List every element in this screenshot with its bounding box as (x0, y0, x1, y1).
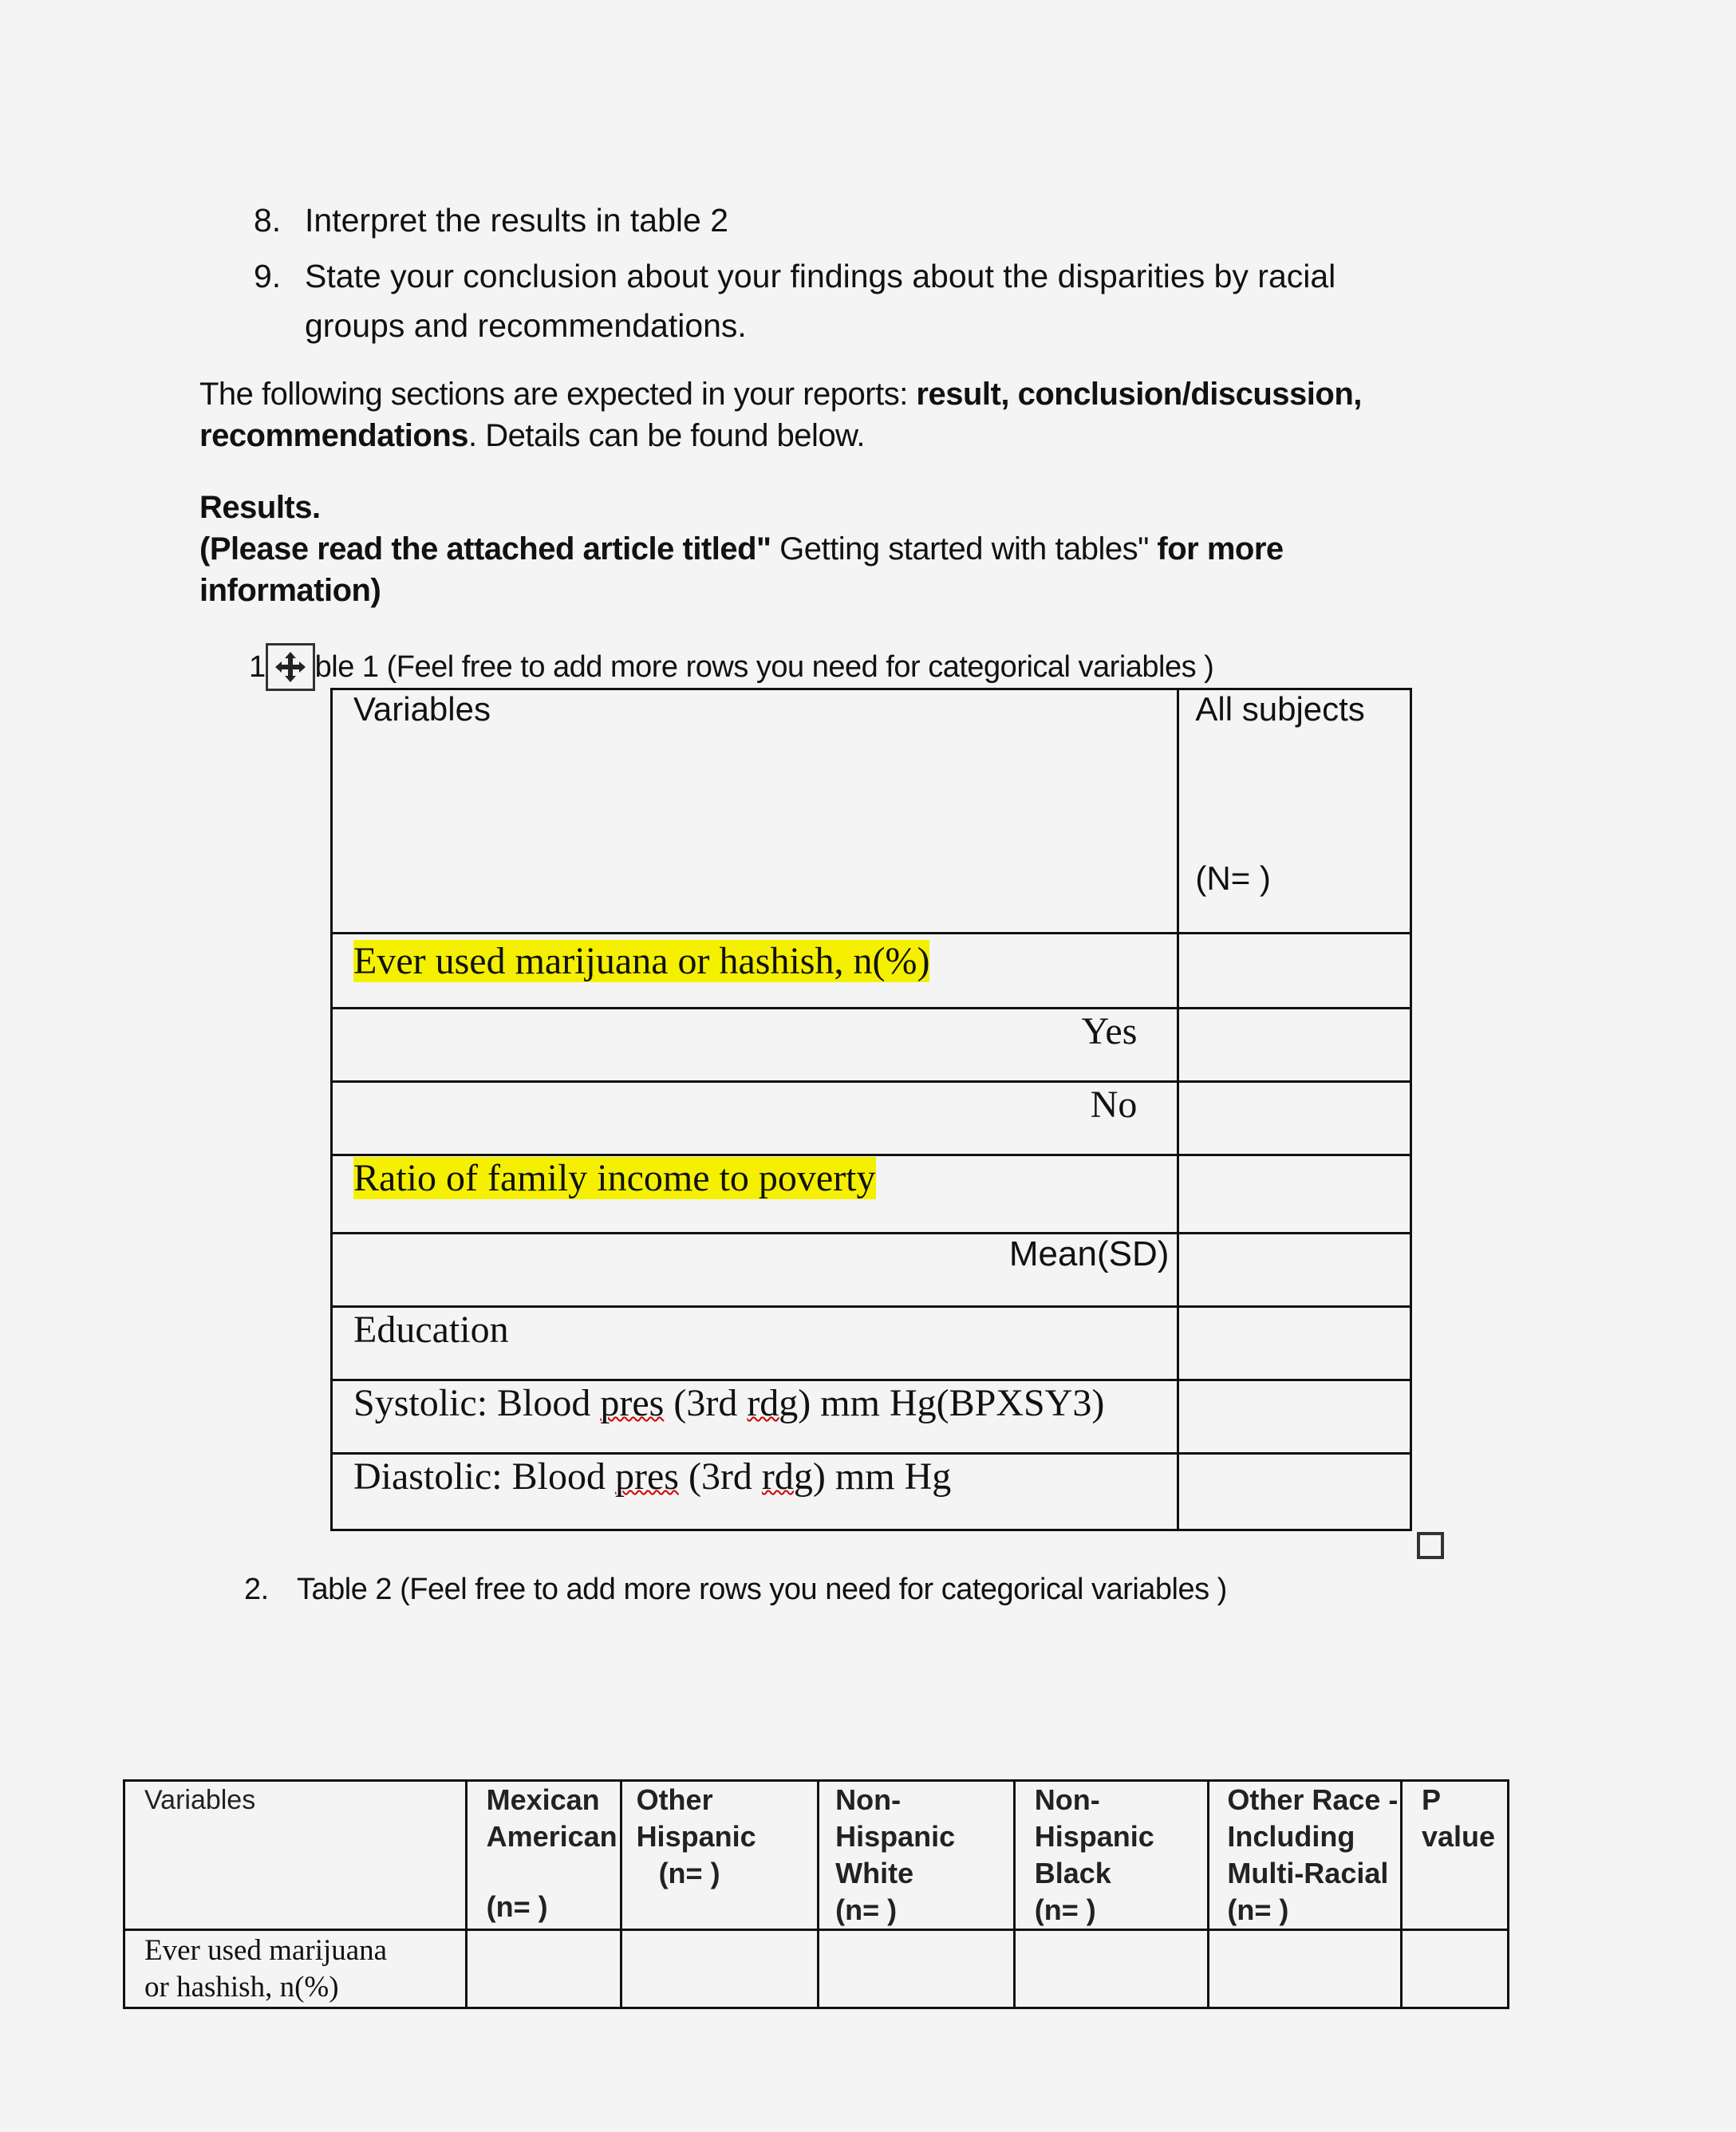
header-non-hispanic-white: Non- Hispanic White (n= ) (819, 1781, 1015, 1930)
header-non-hispanic-black: Non- Hispanic Black (n= ) (1014, 1781, 1209, 1930)
header-all-subjects: All subjects (N= ) (1178, 689, 1411, 934)
table-cell[interactable] (1178, 934, 1411, 1009)
table-cell[interactable] (1178, 1009, 1411, 1082)
table-cell[interactable] (1178, 1155, 1411, 1234)
list-number: 8. (254, 202, 282, 239)
instruction-item-9-continued: groups and recommendations. (305, 307, 747, 344)
table-row (332, 1454, 1411, 1530)
list-number: 9. (254, 258, 282, 294)
table-row (332, 1082, 1411, 1155)
row-label: Ratio of family income to poverty (332, 1155, 1178, 1234)
table-row (332, 1155, 1411, 1234)
results-note: (Please read the attached article titled" Getting started with tables" for more information) (199, 531, 1284, 608)
list-number: 2. (244, 1573, 269, 1606)
instruction-text: State your conclusion about your findings about the disparities by racial (305, 258, 1336, 294)
table-row (332, 1009, 1411, 1082)
table-cell[interactable] (1178, 1454, 1411, 1530)
table-row (332, 1380, 1411, 1454)
table-resize-handle[interactable] (1417, 1532, 1444, 1559)
header-variables: Variables (124, 1781, 467, 1930)
instruction-item-9 (254, 252, 1336, 300)
table-row (124, 1930, 1509, 2008)
table-cell[interactable] (1402, 1930, 1509, 2008)
table-cell[interactable] (1178, 1380, 1411, 1454)
row-label: No (332, 1082, 1178, 1155)
table2-caption: 2. Table 2 (Feel free to add more rows you need for categorical variables ) (244, 1569, 1227, 1610)
table-cell[interactable] (1014, 1930, 1209, 2008)
row-label: Mean(SD) (332, 1234, 1178, 1307)
sections-paragraph: The following sections are expected in your reports: result, conclusion/discussion, recommendations. Details can be found below. (199, 377, 1362, 453)
table-cell[interactable] (819, 1930, 1015, 2008)
table-row (332, 1234, 1411, 1307)
instruction-text: Interpret the results in table 2 (305, 202, 729, 239)
row-label: Ever used marijuana or hashish, n(%) (124, 1930, 467, 2008)
table-cell[interactable] (1178, 1307, 1411, 1380)
table-cell[interactable] (621, 1930, 819, 2008)
header-p-value: P value (1402, 1781, 1509, 1930)
header-mexican-american: Mexican American (n= ) (466, 1781, 621, 1930)
table-row (332, 1307, 1411, 1380)
table-header-row (124, 1781, 1509, 1930)
table1-caption: 1 ble 1 (Feel free to add more rows you need for categorical variables ) (249, 643, 1213, 691)
table-cell[interactable] (1178, 1082, 1411, 1155)
header-other-hispanic: Other Hispanic (n= ) (621, 1781, 819, 1930)
list-number: 1 (249, 650, 266, 684)
move-arrows-icon (273, 649, 308, 685)
table-2 (123, 1779, 1509, 2009)
table-cell[interactable] (1209, 1930, 1402, 2008)
row-label: Systolic: Blood pres (3rd rdg) mm Hg(BPXSY3) (332, 1380, 1178, 1454)
table-header-row (332, 689, 1411, 934)
row-label: Ever used marijuana or hashish, n(%) (332, 934, 1178, 1009)
results-section (199, 487, 1556, 611)
table-move-handle[interactable] (266, 643, 315, 691)
table-cell[interactable] (1178, 1234, 1411, 1307)
row-label: Diastolic: Blood pres (3rd rdg) mm Hg (332, 1454, 1178, 1530)
table-row (332, 934, 1411, 1009)
instruction-item-8 (254, 196, 728, 244)
header-other-race: Other Race - Including Multi-Racial (n= ) (1209, 1781, 1402, 1930)
table-1 (330, 688, 1412, 1531)
header-variables: Variables (332, 689, 1178, 934)
table-cell[interactable] (466, 1930, 621, 2008)
row-label: Yes (332, 1009, 1178, 1082)
header-n: (N= ) (1195, 859, 1271, 897)
results-heading: Results. (199, 490, 321, 525)
row-label: Education (332, 1307, 1178, 1380)
